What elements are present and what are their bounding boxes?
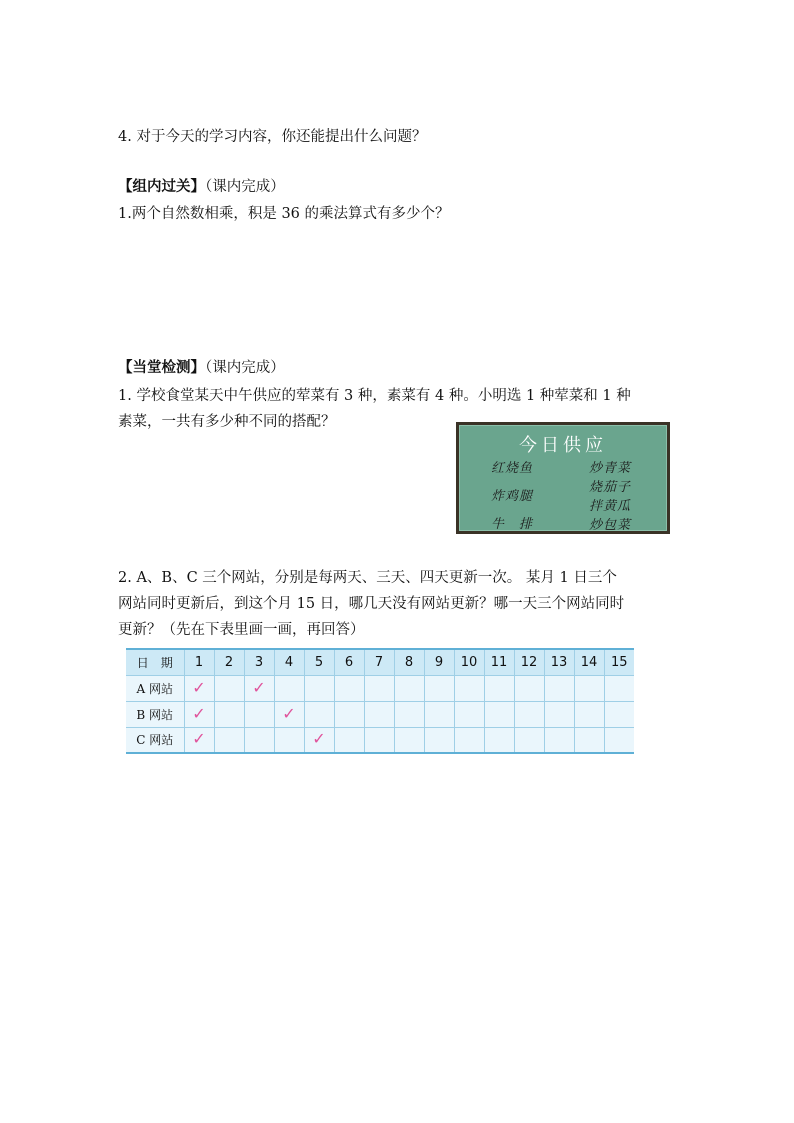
table-cell[interactable] xyxy=(244,675,274,701)
table-row-label: B 网站 xyxy=(126,701,184,727)
table-cell[interactable] xyxy=(304,727,334,753)
check-mark-icon: ✓ xyxy=(192,703,206,723)
table-cell[interactable] xyxy=(244,701,274,727)
table-cell[interactable] xyxy=(604,675,634,701)
test-question-2-line-2: 网站同时更新后，到这个月 15 日，哪几天没有网站更新？哪一天三个网站同时 xyxy=(118,596,625,612)
table-header-day: 10 xyxy=(454,649,484,675)
table-cell[interactable] xyxy=(454,701,484,727)
table-cell[interactable] xyxy=(274,701,304,727)
test-question-1-line-1: 1. 学校食堂某天中午供应的荤菜有 3 种，素菜有 4 种。小明选 1 种荤菜和 1 种 xyxy=(118,388,631,404)
table-cell[interactable] xyxy=(454,727,484,753)
table-header-label: 日 期 xyxy=(126,649,184,675)
table-cell[interactable] xyxy=(424,727,454,753)
table-cell[interactable] xyxy=(514,701,544,727)
table-row-label: A 网站 xyxy=(126,675,184,701)
menu-veg-item: 炒包菜 xyxy=(589,518,632,533)
table-header-day: 1 xyxy=(184,649,214,675)
test-question-2-line-1: 2. A、B、C 三个网站，分别是每两天、三天、四天更新一次。 某月 1 日三个 xyxy=(118,570,617,586)
test-section-note: （课内完成） xyxy=(205,360,285,376)
table-row xyxy=(126,727,634,753)
table-cell[interactable] xyxy=(394,727,424,753)
table-cell[interactable] xyxy=(604,727,634,753)
menu-meat-item: 牛 排 xyxy=(491,517,534,532)
table-cell[interactable] xyxy=(484,727,514,753)
table-cell[interactable] xyxy=(574,727,604,753)
table-header-day: 6 xyxy=(334,649,364,675)
menu-meat-item: 红烧鱼 xyxy=(491,461,534,476)
test-section-heading xyxy=(118,358,285,378)
table-cell[interactable] xyxy=(274,675,304,701)
table-cell[interactable] xyxy=(274,727,304,753)
table-row-label: C 网站 xyxy=(126,727,184,753)
table-cell[interactable] xyxy=(424,701,454,727)
table-cell[interactable] xyxy=(214,727,244,753)
test-question-1-line-2: 素菜，一共有多少种不同的搭配？ xyxy=(118,414,336,430)
table-header-day: 9 xyxy=(424,649,454,675)
check-mark-icon: ✓ xyxy=(312,729,326,749)
table-header-day: 8 xyxy=(394,649,424,675)
table-header-day: 12 xyxy=(514,649,544,675)
table-row xyxy=(126,701,634,727)
table-cell[interactable] xyxy=(574,675,604,701)
question-4: 4. 对于今天的学习内容，你还能提出什么问题？ xyxy=(118,129,427,145)
table-cell[interactable] xyxy=(454,675,484,701)
check-mark-icon: ✓ xyxy=(282,703,296,723)
check-mark-icon: ✓ xyxy=(252,677,266,697)
menu-meat-item: 炸鸡腿 xyxy=(491,489,534,504)
group-question-1: 1.两个自然数相乘，积是 36 的乘法算式有多少个？ xyxy=(118,206,450,222)
group-section-title: 【组内过关】 xyxy=(118,178,205,195)
table-cell[interactable] xyxy=(544,701,574,727)
table-cell[interactable] xyxy=(514,727,544,753)
menu-board-title: 今日供应 xyxy=(519,435,607,456)
group-section-heading xyxy=(118,177,285,197)
test-section-title: 【当堂检测】 xyxy=(118,359,205,376)
menu-veg-item: 炒青菜 xyxy=(589,461,632,476)
table-header-day: 14 xyxy=(574,649,604,675)
table-row xyxy=(126,675,634,701)
table-cell[interactable] xyxy=(484,701,514,727)
table-cell[interactable] xyxy=(184,701,214,727)
test-question-2-line-3: 更新？（先在下表里画一画，再回答） xyxy=(118,622,365,638)
table-header-day: 3 xyxy=(244,649,274,675)
table-cell[interactable] xyxy=(574,701,604,727)
table-cell[interactable] xyxy=(424,675,454,701)
table-header-day: 5 xyxy=(304,649,334,675)
table-header-row xyxy=(126,649,634,675)
menu-veg-item: 烧茄子 xyxy=(589,480,632,495)
table-cell[interactable] xyxy=(304,675,334,701)
table-header-day: 15 xyxy=(604,649,634,675)
table-cell[interactable] xyxy=(604,701,634,727)
menu-veg-item: 拌黄瓜 xyxy=(589,499,632,514)
menu-board xyxy=(456,422,670,534)
table-cell[interactable] xyxy=(244,727,274,753)
table-cell[interactable] xyxy=(394,675,424,701)
table-cell[interactable] xyxy=(514,675,544,701)
table-cell[interactable] xyxy=(364,701,394,727)
table-header-day: 2 xyxy=(214,649,244,675)
table-cell[interactable] xyxy=(544,727,574,753)
table-cell[interactable] xyxy=(214,701,244,727)
check-mark-icon: ✓ xyxy=(192,677,206,697)
table-cell[interactable] xyxy=(184,675,214,701)
table-cell[interactable] xyxy=(364,675,394,701)
table-cell[interactable] xyxy=(304,701,334,727)
update-schedule-table xyxy=(126,648,634,754)
table-header-day: 13 xyxy=(544,649,574,675)
table-cell[interactable] xyxy=(334,701,364,727)
table-header-day: 7 xyxy=(364,649,394,675)
table-cell[interactable] xyxy=(484,675,514,701)
table-cell[interactable] xyxy=(544,675,574,701)
check-mark-icon: ✓ xyxy=(192,729,206,749)
table-header-day: 11 xyxy=(484,649,514,675)
table-cell[interactable] xyxy=(334,675,364,701)
table-cell[interactable] xyxy=(364,727,394,753)
table-cell[interactable] xyxy=(394,701,424,727)
table-cell[interactable] xyxy=(214,675,244,701)
table-cell[interactable] xyxy=(334,727,364,753)
group-section-note: （课内完成） xyxy=(205,179,285,195)
table-cell[interactable] xyxy=(184,727,214,753)
table-header-day: 4 xyxy=(274,649,304,675)
